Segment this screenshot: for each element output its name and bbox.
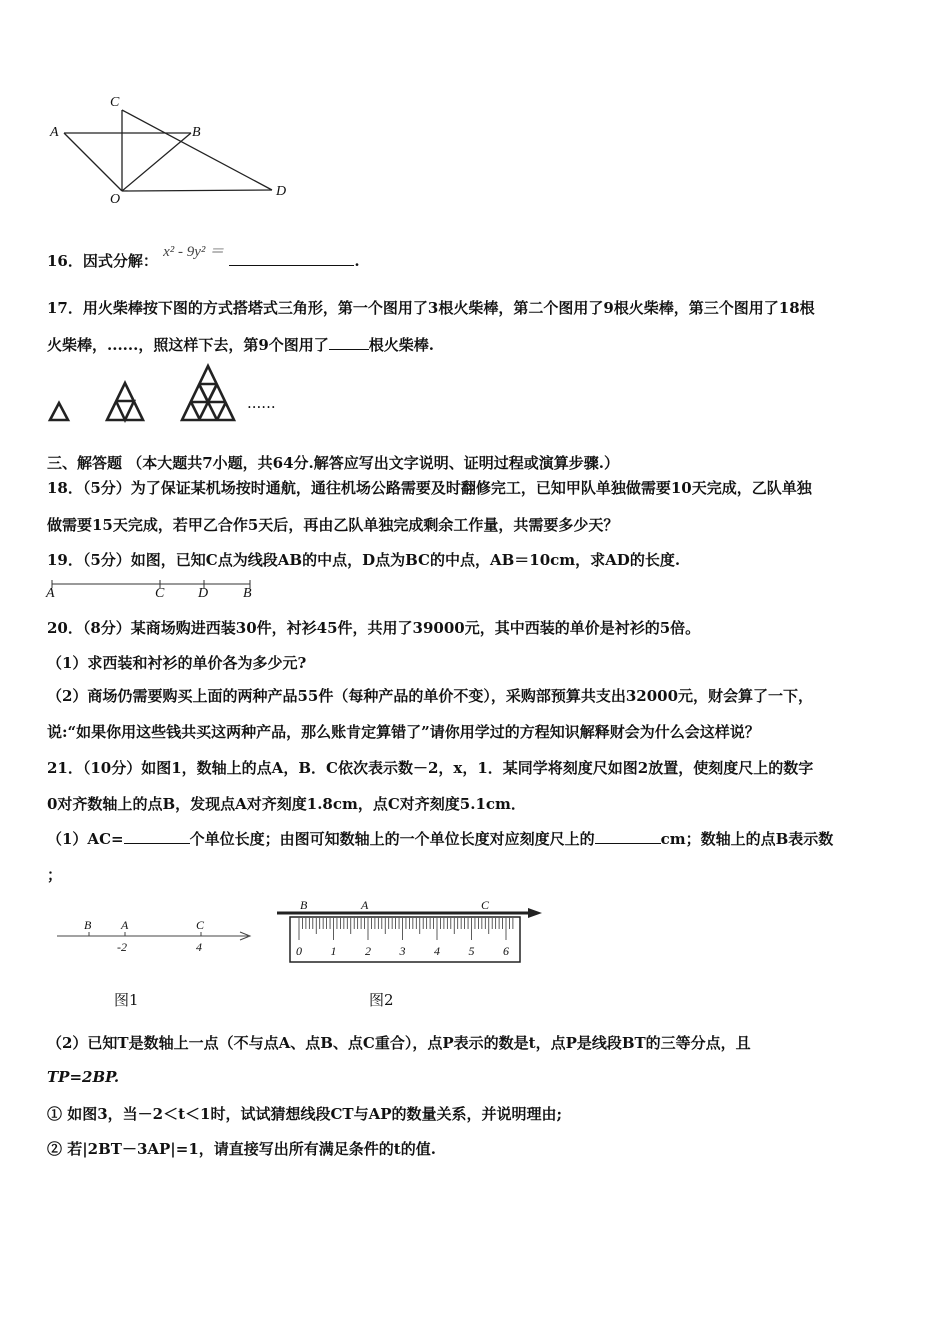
q20-sub1: （1）求西装和衬衫的单价各为多少元? (47, 654, 307, 672)
point-a-label: A (50, 125, 59, 140)
q21-line3-b: 个单位长度；由图可知数轴上的一个单位长度对应刻度尺上的 (189, 830, 595, 848)
q20-sub2-line2: 说:“如果你用这些钱共买这两种产品，那么账肯定算错了”请你用学过的方程知识解释财会为什么会这样说？ (47, 723, 760, 741)
q19-label-d: D (198, 586, 209, 601)
q16-number: 16．因式分解： (47, 252, 158, 270)
q21-sub2-line2: TP=2BP. (47, 1068, 120, 1086)
fig1-label-a-number: -2 (117, 940, 127, 954)
q17-line2-text: 火柴棒，......，照这样下去，第9个图用了 (47, 336, 329, 354)
point-d-label: D (276, 184, 287, 199)
ruler-number: 2 (365, 944, 371, 958)
fig1-label-c: C (196, 918, 205, 932)
q19-label-b: B (243, 586, 252, 601)
q20-sub2-line1: （2）商场仍需要购买上面的两种产品55件（每种产品的单价不变），采购部预算共支出32000元，财会算了一下， (47, 687, 814, 705)
point-o-label: O (110, 192, 121, 207)
q19-label-a: A (46, 586, 55, 601)
point-c-label: C (110, 95, 120, 110)
fig2-caption: 图2 (369, 991, 394, 1009)
ruler-number: 3 (399, 944, 406, 958)
ruler-number: 4 (434, 944, 440, 958)
q17-line2-end: 根火柴棒. (368, 336, 435, 354)
fig1-label-a: A (121, 918, 129, 932)
q21-line1: 21．（10分）如图1，数轴上的点A，B．C依次表示数－2，x，1．某同学将刻度尺如图2放置，使刻度尺上的数字 (47, 759, 814, 777)
fig1-caption: 图1 (114, 991, 139, 1009)
q21-line4: ； (47, 866, 63, 884)
q16-end: . (354, 252, 360, 270)
q18-line1: 18．（5分）为了保证某机场按时通航，通往机场公路需要及时翻修完工，已知甲队单独做需要10天完成，乙队单独 (47, 479, 812, 497)
ruler-number: 6 (503, 944, 509, 958)
q21-line3-a: （1）AC= (47, 830, 124, 848)
q21-circle1: ① 如图3，当－2＜t＜1时，试试猜想线段CT与AP的数量关系，并说明理由; (47, 1105, 563, 1123)
section-3-heading: 三、解答题 （本大题共7小题，共64分.解答应写出文字说明、证明过程或演算步骤.） (47, 454, 619, 472)
q18-line2: 做需要15天完成，若甲乙合作5天后，再由乙队单独完成剩余工作量，共需要多少天？ (47, 516, 619, 534)
q19-line1: 19．（5分）如图，已知C点为线段AB的中点，D点为BC的中点，AB＝10cm，求AD的长度. (47, 551, 681, 569)
fig2-label-c: C (481, 898, 490, 912)
ruler-number: 1 (330, 944, 337, 958)
fig2-label-a: A (361, 898, 369, 912)
fig1-label-c-number: 4 (196, 940, 202, 954)
fig1-label-b: B (84, 918, 92, 932)
q21-line3-c: cm；数轴上的点B表示数 (660, 830, 834, 848)
q21-line2: 0对齐数轴上的点B，发现点A对齐刻度1.8cm，点C对齐刻度5.1cm． (47, 795, 526, 813)
q19-label-c: C (155, 586, 165, 601)
q16-expression: x² - 9y² ＝ (163, 244, 225, 260)
fig2-label-b: B (300, 898, 308, 912)
q21-circle2: ② 若|2BT－3AP|=1，请直接写出所有满足条件的t的值. (47, 1140, 436, 1158)
q20-line1: 20．（8分）某商场购进西装30件，衬衫45件，共用了39000元，其中西装的单价是衬衫的5倍。 (47, 619, 701, 637)
ruler-number: 5 (468, 944, 475, 958)
q17-line1: 17．用火柴棒按下图的方式搭塔式三角形，第一个图用了3根火柴棒，第二个图用了9根火柴棒，第三个图用了18根 (47, 299, 815, 317)
ruler-number: 0 (296, 944, 302, 958)
point-b-label: B (192, 125, 201, 140)
q21-sub2-line1: （2）已知T是数轴上一点（不与点A、点B、点C重合），点P表示的数是t，点P是线段BT的三等分点，且 (47, 1034, 751, 1052)
q17-ellipsis: ...... (247, 394, 276, 412)
